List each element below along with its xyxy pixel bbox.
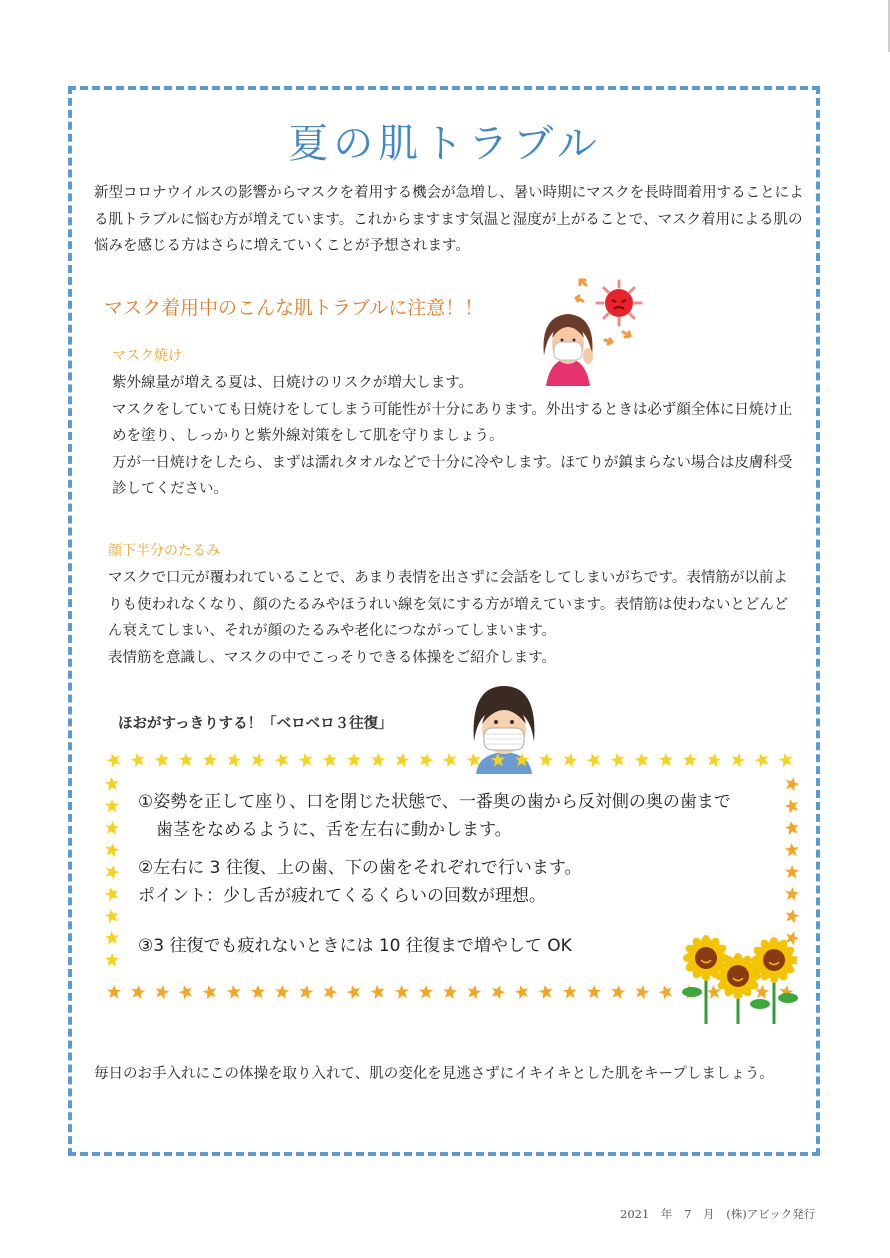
star-icon bbox=[104, 842, 120, 858]
star-icon bbox=[538, 752, 554, 767]
step-point: ポイント：少し舌が疲れてくるくらいの回数が理想。 bbox=[138, 886, 546, 906]
star-icon bbox=[298, 984, 314, 1000]
closing-text: 毎日のお手入れにこの体操を取り入れて、肌の変化を見逃さずにイキイキとした肌をキープしましょう。 bbox=[94, 1066, 774, 1082]
star-icon bbox=[154, 752, 170, 767]
star-icon bbox=[105, 751, 123, 768]
star-icon bbox=[130, 984, 146, 999]
star-icon bbox=[610, 752, 627, 768]
star-icon bbox=[610, 984, 626, 999]
star-icon bbox=[104, 776, 119, 791]
star-icon bbox=[634, 752, 650, 767]
star-icon bbox=[298, 752, 314, 768]
section-body-sagging bbox=[108, 565, 802, 671]
star-icon bbox=[784, 886, 800, 901]
star-icon bbox=[634, 983, 651, 1000]
sun-icon bbox=[597, 281, 641, 325]
star-icon bbox=[657, 983, 675, 1000]
step-3: ③3 往復でも疲れないときには 10 往復まで増やして OK bbox=[138, 936, 572, 956]
star-icon bbox=[419, 985, 433, 999]
star-icon bbox=[783, 797, 800, 814]
sunflowers-illustration bbox=[676, 932, 806, 1024]
star-icon bbox=[784, 908, 801, 924]
paragraph-line: 表情筋を意識し、マスクの中でこっそりできる体操をご紹介します。 bbox=[108, 649, 557, 666]
star-icon bbox=[466, 984, 483, 1000]
star-icon bbox=[706, 752, 722, 768]
intro-paragraph: 新型コロナウイルスの影響からマスクを着用する機会が急増し、暑い時期にマスクを長時間着用することによる肌トラブルに悩む方が増えています。これからますます気温と湿度が上がることで、マスク着用による肌の悩みを感じる方はさらに増えていくことが予想されます。 bbox=[94, 185, 804, 254]
star-icon bbox=[226, 752, 242, 768]
star-icon bbox=[250, 751, 267, 768]
paragraph-line: マスクをしていても日焼けをしてしまう可能性が十分にあります。外出するときは必ず顔全体に日焼け止めを塗り、しっかりと紫外線対策をして肌を守りましょう。 bbox=[112, 401, 793, 444]
paragraph-line: 万が一日焼けをしたら、まずは濡れタオルなどで十分に冷やします。ほてりが鎮まらない場合は皮膚科受診してください。 bbox=[112, 454, 793, 497]
star-icon bbox=[345, 983, 362, 1000]
star-icon bbox=[107, 985, 122, 999]
star-icon bbox=[154, 983, 171, 1000]
star-icon bbox=[322, 752, 337, 767]
star-icon bbox=[105, 931, 120, 945]
star-icon bbox=[784, 820, 800, 836]
star-icon bbox=[105, 953, 119, 967]
footer-publisher: (株)アビック発行 bbox=[726, 1207, 816, 1221]
star-icon bbox=[394, 752, 410, 768]
star-icon bbox=[784, 842, 799, 857]
star-icon bbox=[441, 751, 458, 768]
star-icon bbox=[515, 753, 529, 767]
star-icon bbox=[105, 799, 119, 812]
star-icon bbox=[321, 983, 338, 1000]
star-icon bbox=[442, 984, 458, 999]
star-icon bbox=[104, 908, 120, 924]
exercise-title: ほおがすっきりする！「ベロベロ３往復」 bbox=[118, 716, 393, 732]
star-icon bbox=[491, 753, 506, 767]
warning-heading: マスク着用中のこんな肌トラブルに注意！！ bbox=[104, 297, 484, 319]
star-icon bbox=[251, 985, 265, 999]
star-icon bbox=[489, 983, 507, 1000]
star-icon bbox=[587, 985, 602, 999]
step-2: ②左右に 3 往復、上の歯、下の歯をそれぞれで行います。 bbox=[138, 858, 582, 878]
star-icon bbox=[585, 751, 603, 768]
star-icon bbox=[659, 753, 673, 767]
star-icon bbox=[202, 984, 219, 1000]
star-icon bbox=[783, 775, 800, 792]
star-icon bbox=[563, 985, 578, 999]
star-icon bbox=[513, 983, 530, 1000]
star-icon bbox=[103, 885, 120, 902]
star-icon bbox=[130, 752, 147, 768]
star-icon bbox=[785, 865, 799, 879]
paragraph-line: マスクで口元が覆われていることで、あまり表情を出さずに会話をしてしまいがちです。表情筋が以前よりも使われなくなり、顔のたるみやほうれい線を気にする方が増えています。表情筋は使わないとどんどん衰えてしまい、それが顔のたるみや老化につながってしまいます。 bbox=[108, 570, 789, 639]
star-icon bbox=[370, 984, 386, 1000]
footer-date: 2021 年 7 月 bbox=[620, 1207, 715, 1221]
star-icon bbox=[179, 753, 193, 767]
step-1-line-1: ①姿勢を正して座り、口を閉じた状態で、一番奥の歯から反対側の奥の歯まで bbox=[138, 792, 731, 812]
footer bbox=[620, 1206, 815, 1222]
star-icon bbox=[177, 983, 195, 1000]
page-title: 夏の肌トラブル bbox=[288, 121, 602, 167]
star-icon bbox=[103, 863, 120, 880]
star-icon bbox=[370, 752, 385, 767]
star-icon bbox=[778, 752, 794, 768]
star-icon bbox=[417, 751, 434, 768]
section-heading-mask-tan: マスク焼け bbox=[112, 348, 182, 364]
star-icon bbox=[753, 751, 770, 768]
section-heading-sagging: 顔下半分のたるみ bbox=[108, 543, 220, 559]
star-icon bbox=[274, 984, 289, 999]
star-icon bbox=[203, 753, 218, 767]
star-icon bbox=[347, 753, 361, 766]
star-icon bbox=[273, 751, 290, 768]
star-icon bbox=[538, 984, 554, 999]
star-icon bbox=[394, 984, 409, 999]
paragraph-line: 紫外線量が増える夏は、日焼けのリスクが増大します。 bbox=[112, 375, 474, 391]
star-icon bbox=[466, 752, 482, 768]
step-1-line-2: 歯茎をなめるように、舌を左右に動かします。 bbox=[156, 820, 512, 840]
star-icon bbox=[562, 752, 579, 768]
star-icon bbox=[683, 753, 698, 767]
star-icon bbox=[104, 820, 119, 835]
section-body-mask-tan bbox=[112, 370, 802, 503]
star-icon bbox=[730, 751, 747, 768]
star-icon bbox=[226, 984, 242, 999]
